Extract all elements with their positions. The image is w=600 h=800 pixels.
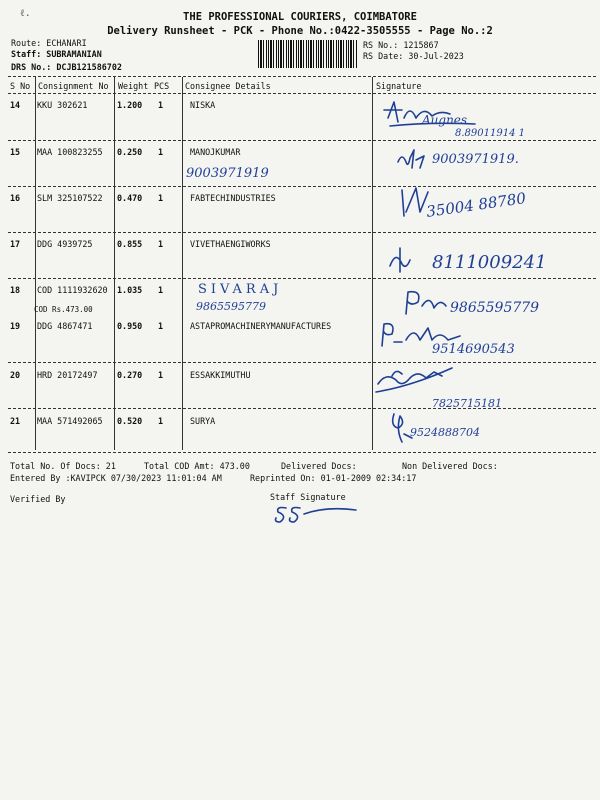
row-divider: [8, 140, 596, 141]
runsheet-title: Delivery Runsheet - PCK - Phone No.:0422-3505555 - Page No.:2: [107, 25, 493, 37]
barcode-icon: [258, 40, 358, 68]
cod-amount: COD Rs.473.00: [34, 305, 93, 314]
handwritten-phone: 8.89011914 1: [455, 128, 525, 139]
row-divider: [8, 408, 596, 409]
verified-by: Verified By: [10, 494, 66, 504]
handwritten-phone: 9865595779: [196, 300, 266, 313]
row-consignment: DDG 4939725: [37, 239, 93, 249]
handwritten-name: Augnes: [422, 113, 468, 127]
signature-scribble: [400, 288, 450, 318]
delivered-docs: Delivered Docs:: [281, 461, 357, 471]
row-weight: 0.855: [117, 239, 143, 249]
row-consignee: ESSAKKIMUTHU: [190, 370, 251, 380]
total-cod: Total COD Amt: 473.00: [144, 461, 250, 471]
reprinted-on: Reprinted On: 01-01-2009 02:34:17: [250, 473, 417, 483]
handwritten-phone: 9514690543: [432, 342, 515, 357]
column-rule: [182, 77, 183, 450]
row-sno: 14: [10, 100, 21, 110]
row-pcs: 1: [158, 321, 164, 331]
row-sno: 17: [10, 239, 21, 249]
row-consignee: FABTECHINDUSTRIES: [190, 193, 276, 203]
handwritten-phone: 7825715181: [432, 397, 502, 410]
row-divider: [8, 278, 596, 279]
row-sno: 21: [10, 416, 21, 426]
row-pcs: 1: [158, 100, 164, 110]
row-sno: 19: [10, 321, 21, 331]
handwritten-phone: 9003971919: [186, 166, 269, 181]
handwritten-phone: 35004 88780: [425, 189, 527, 221]
handwritten-phone: 9865595779: [450, 300, 540, 316]
rs-date: RS Date: 30-Jul-2023: [363, 51, 464, 61]
row-consignment: MAA 571492065: [37, 416, 103, 426]
row-pcs: 1: [158, 285, 164, 295]
signature-scribble: [380, 96, 490, 132]
row-consignee: ASTAPROMACHINERYMANUFACTURES: [190, 321, 332, 331]
staff-text: Staff: SUBRAMANIAN: [11, 49, 102, 59]
staff-signature-scribble: [270, 502, 360, 526]
row-consignment: MAA 100823255: [37, 147, 103, 157]
row-consignee: MANOJKUMAR: [190, 147, 241, 157]
signature-scribble: [372, 362, 462, 402]
handwritten-name: SIVARAJ: [198, 282, 283, 297]
column-rule: [35, 77, 36, 450]
row-weight: 1.035: [117, 285, 143, 295]
row-consignment: SLM 325107522: [37, 193, 103, 203]
column-rule: [114, 77, 115, 450]
row-weight: 0.520: [117, 416, 143, 426]
row-consignment: DDG 4867471: [37, 321, 93, 331]
handwritten-phone: 9524888704: [410, 426, 480, 439]
col-pcs: PCS: [154, 81, 170, 91]
non-delivered-docs: Non Delivered Docs:: [402, 461, 498, 471]
row-consignee: VIVETHAENGIWORKS: [190, 239, 271, 249]
rs-number: RS No.: 1215867: [363, 40, 439, 50]
col-consignment: Consignment No: [38, 81, 109, 91]
col-sno: S No: [10, 81, 31, 91]
row-sno: 18: [10, 285, 21, 295]
row-consignment: KKU 302621: [37, 100, 88, 110]
col-consignee: Consignee Details: [185, 81, 271, 91]
divider: [8, 76, 596, 77]
row-weight: 0.950: [117, 321, 143, 331]
entered-by: Entered By :KAVIPCK 07/30/2023 11:01:04 AM: [10, 473, 222, 483]
drs-number: DRS No.: DCJB121586702: [11, 62, 122, 72]
row-sno: 15: [10, 147, 21, 157]
row-divider: [8, 362, 596, 363]
col-weight: Weight: [118, 81, 149, 91]
route-text: Route: ECHANARI: [11, 38, 87, 48]
row-consignment: HRD 20172497: [37, 370, 98, 380]
row-divider: [8, 186, 596, 187]
row-consignee: NISKA: [190, 100, 216, 110]
row-weight: 0.250: [117, 147, 143, 157]
row-pcs: 1: [158, 147, 164, 157]
company-title: THE PROFESSIONAL COURIERS, COIMBATORE: [183, 11, 417, 23]
row-weight: 0.270: [117, 370, 143, 380]
row-pcs: 1: [158, 370, 164, 380]
row-consignee: SURYA: [190, 416, 216, 426]
row-pcs: 1: [158, 239, 164, 249]
row-weight: 0.470: [117, 193, 143, 203]
col-signature: Signature: [376, 81, 422, 91]
signature-scribble: [386, 246, 416, 274]
handwritten-phone: 9003971919.: [432, 152, 519, 167]
signature-scribble: [394, 146, 436, 174]
divider: [8, 93, 596, 94]
divider: [8, 452, 596, 453]
row-pcs: 1: [158, 416, 164, 426]
row-sno: 20: [10, 370, 21, 380]
row-consignment: COD 1111932620: [37, 285, 108, 295]
row-sno: 16: [10, 193, 21, 203]
corner-mark-icon: ℓ.: [20, 8, 31, 19]
staff-signature-label: Staff Signature: [270, 492, 346, 502]
row-weight: 1.200: [117, 100, 143, 110]
total-docs: Total No. Of Docs: 21: [10, 461, 116, 471]
row-divider: [8, 232, 596, 233]
handwritten-phone: 8111009241: [432, 252, 547, 273]
row-pcs: 1: [158, 193, 164, 203]
